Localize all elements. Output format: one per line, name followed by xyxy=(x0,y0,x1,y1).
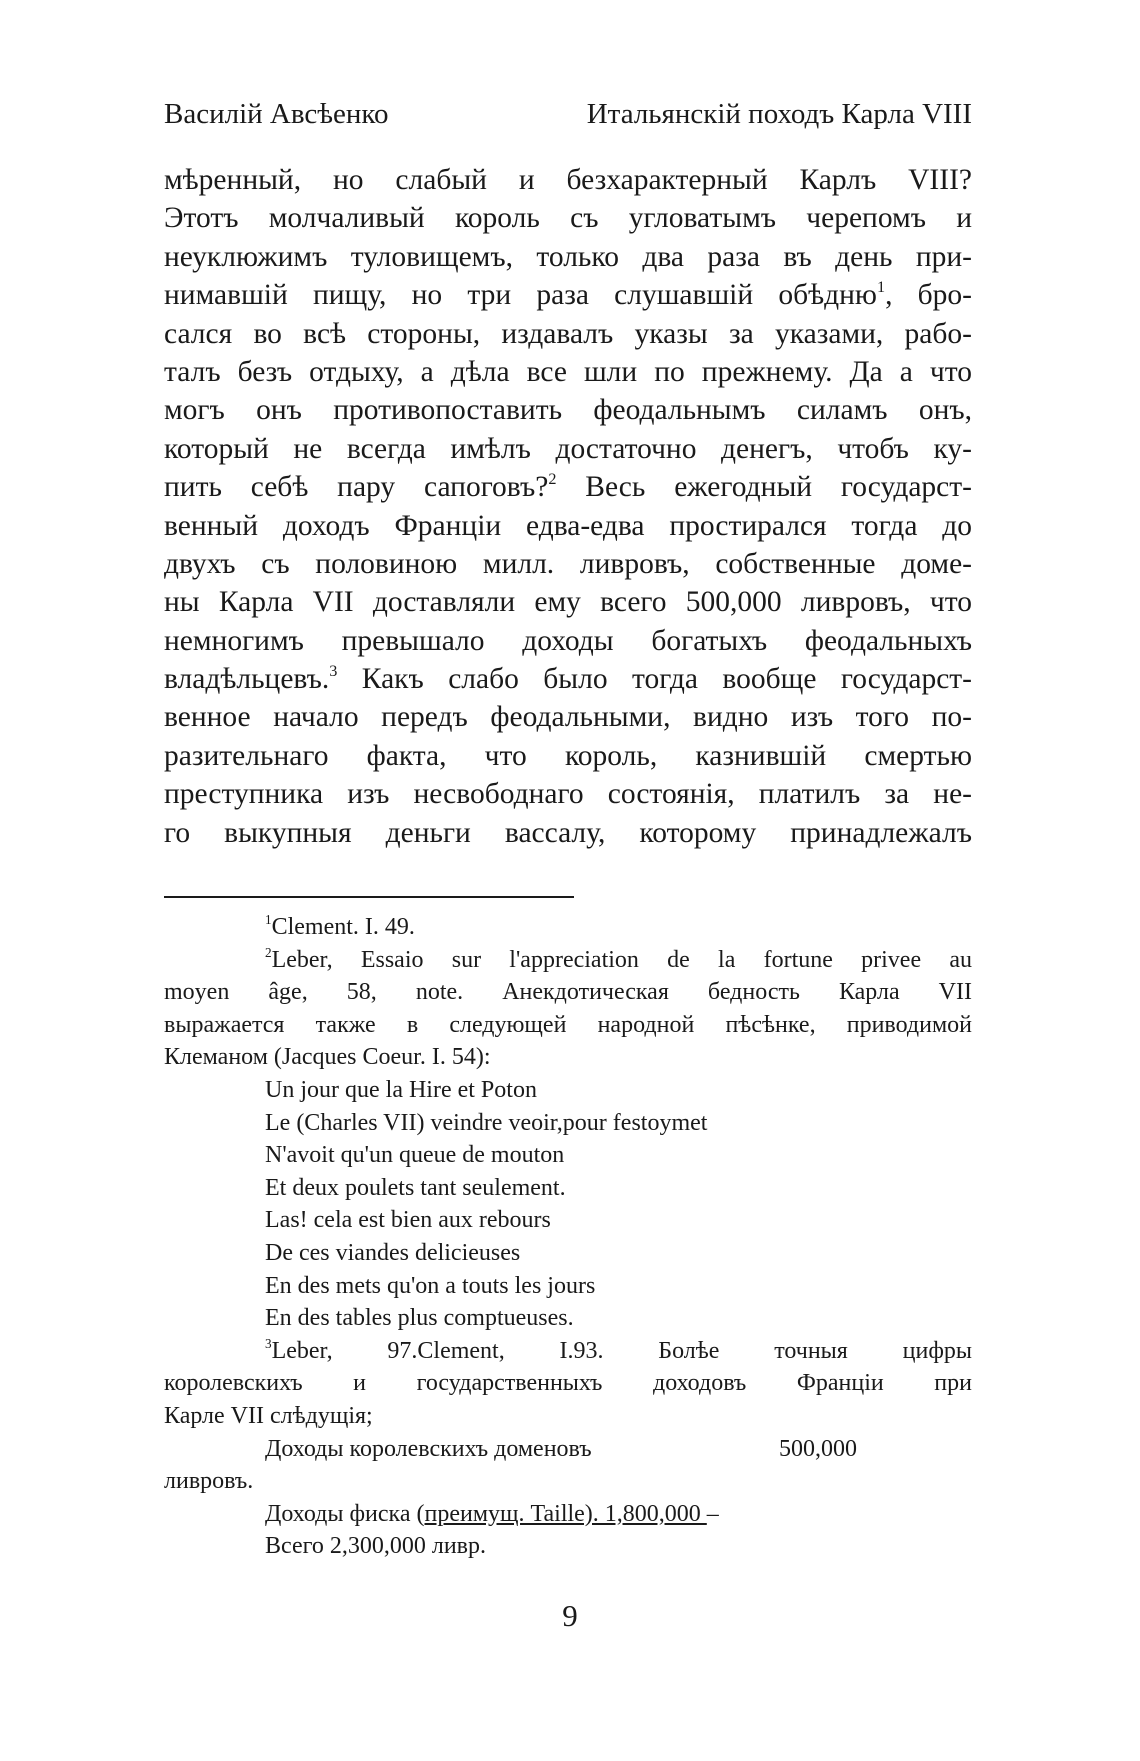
poem-line: En des tables plus comptueuses. xyxy=(265,1305,574,1332)
revenue-label: Доходы фиска ( xyxy=(265,1500,425,1527)
text-line: сался во всѣ стороны, издавалъ указы за указами, рабо- xyxy=(164,317,972,350)
revenue-total: Всего 2,300,000 ливр. xyxy=(265,1533,487,1560)
revenue-unit: ливровъ. xyxy=(164,1468,254,1495)
poem-line: Las! cela est bien aux rebours xyxy=(265,1207,551,1234)
main-text xyxy=(164,161,972,852)
text-line: талъ безъ отдыху, а дѣла все шли по прежнему. Да а что xyxy=(164,355,972,388)
revenue-row-domains xyxy=(164,1433,972,1466)
text-fragment: Весь ежегодный государст- xyxy=(556,471,972,504)
text-line: который не всегда имѣлъ достаточно денегъ, чтобъ ку- xyxy=(164,432,972,465)
footnote-line: Клеманом (Jacques Coeur. I. 54): xyxy=(164,1044,491,1071)
poem-line: De ces viandes delicieuses xyxy=(265,1239,521,1266)
footnote-line: moyen âge, 58, note. Анекдотическая бедность Карла VII xyxy=(164,979,972,1006)
revenue-underlined: преимущ. Taille). 1,800,000 xyxy=(424,1500,707,1527)
poem-line: Un jour que la Hire et Poton xyxy=(265,1076,537,1103)
footnote-text: Leber, 97.Clement, I.93. Болѣе точныя цифры xyxy=(271,1337,972,1364)
footnote-3 xyxy=(164,1335,972,1368)
text-line: венный доходъ Франціи едва-едва простирался тогда до xyxy=(164,509,972,542)
footnote-ref[interactable]: 2 xyxy=(548,469,557,488)
footnote-text: Clement. I. 49. xyxy=(271,914,415,940)
text-line xyxy=(164,276,972,314)
text-line: неуклюжимъ туловищемъ, только два раза въ день при- xyxy=(164,240,972,273)
text-line: Этотъ молчаливый король съ угловатымъ черепомъ и xyxy=(164,202,972,235)
text-line: двухъ съ половиною милл. ливровъ, собственные доме- xyxy=(164,547,972,580)
poem-line: N'avoit qu'un queue de mouton xyxy=(265,1142,565,1169)
text-line: преступника изъ несвободнаго состоянія, платилъ за не- xyxy=(164,778,972,811)
footnote-1 xyxy=(164,911,972,944)
footnote-separator xyxy=(164,896,574,898)
header-title: Итальянскій походъ Карла VIII xyxy=(586,98,972,130)
page-number: 9 xyxy=(562,1598,578,1633)
footnote-line: Карле VII слѣдущія; xyxy=(164,1402,373,1429)
text-fragment: пить себѣ пару сапоговъ? xyxy=(164,471,549,504)
revenue-label: Доходы королевскихъ доменовъ xyxy=(265,1435,592,1462)
revenue-amount: 500,000 xyxy=(779,1435,857,1462)
footnote-text: Leber, Essaio sur l'appreciation de la fortune privee au xyxy=(271,946,972,973)
poem-line: En des mets qu'on a touts les jours xyxy=(265,1272,596,1299)
text-fragment: Какъ слабо было тогда вообще государст- xyxy=(337,663,972,696)
text-line: го выкупныя деньги вассалу, которому принадлежалъ xyxy=(164,816,972,849)
footnote-2 xyxy=(164,944,972,977)
footnote-mark: 3 xyxy=(265,1335,272,1351)
text-line: могъ онъ противопоставить феодальнымъ силамъ онъ, xyxy=(164,394,972,427)
text-line: венное начало передъ феодальными, видно изъ того по- xyxy=(164,701,972,734)
revenue-row-fisc xyxy=(164,1498,972,1531)
header-author: Василій Авсѣенко xyxy=(164,98,389,130)
revenue-dash: – xyxy=(706,1500,719,1527)
text-fragment: владѣльцевъ. xyxy=(164,663,330,696)
poem-line: Le (Charles VII) veindre veoir,pour festoymet xyxy=(265,1109,708,1136)
text-line xyxy=(164,468,972,506)
text-line: мѣренный, но слабый и безхарактерный Карлъ VIII? xyxy=(164,164,972,196)
footnote-line: выражается также в следующей народной пѣсѣнке, приводимой xyxy=(164,1011,972,1038)
footnote-ref[interactable]: 3 xyxy=(329,661,338,680)
poem-line: Et deux poulets tant seulement. xyxy=(265,1174,566,1201)
footnote-ref[interactable]: 1 xyxy=(876,278,886,297)
text-line: немногимъ превышало доходы богатыхъ феодальныхъ xyxy=(164,624,972,657)
text-fragment: нимавшій пищу, но три раза слушавшій обѣдню xyxy=(164,279,877,312)
footnote-mark: 1 xyxy=(265,912,272,928)
footnotes xyxy=(164,911,972,1563)
footnote-mark: 2 xyxy=(265,944,272,960)
text-fragment: , бро- xyxy=(885,279,972,312)
footnote-line: королевскихъ и государственныхъ доходовъ Франціи при xyxy=(164,1370,972,1397)
text-line: разительнаго факта, что король, казнившій смертью xyxy=(164,739,972,772)
text-line xyxy=(164,660,972,698)
text-line: ны Карла VII доставляли ему всего 500,000 ливровъ, что xyxy=(164,586,972,619)
